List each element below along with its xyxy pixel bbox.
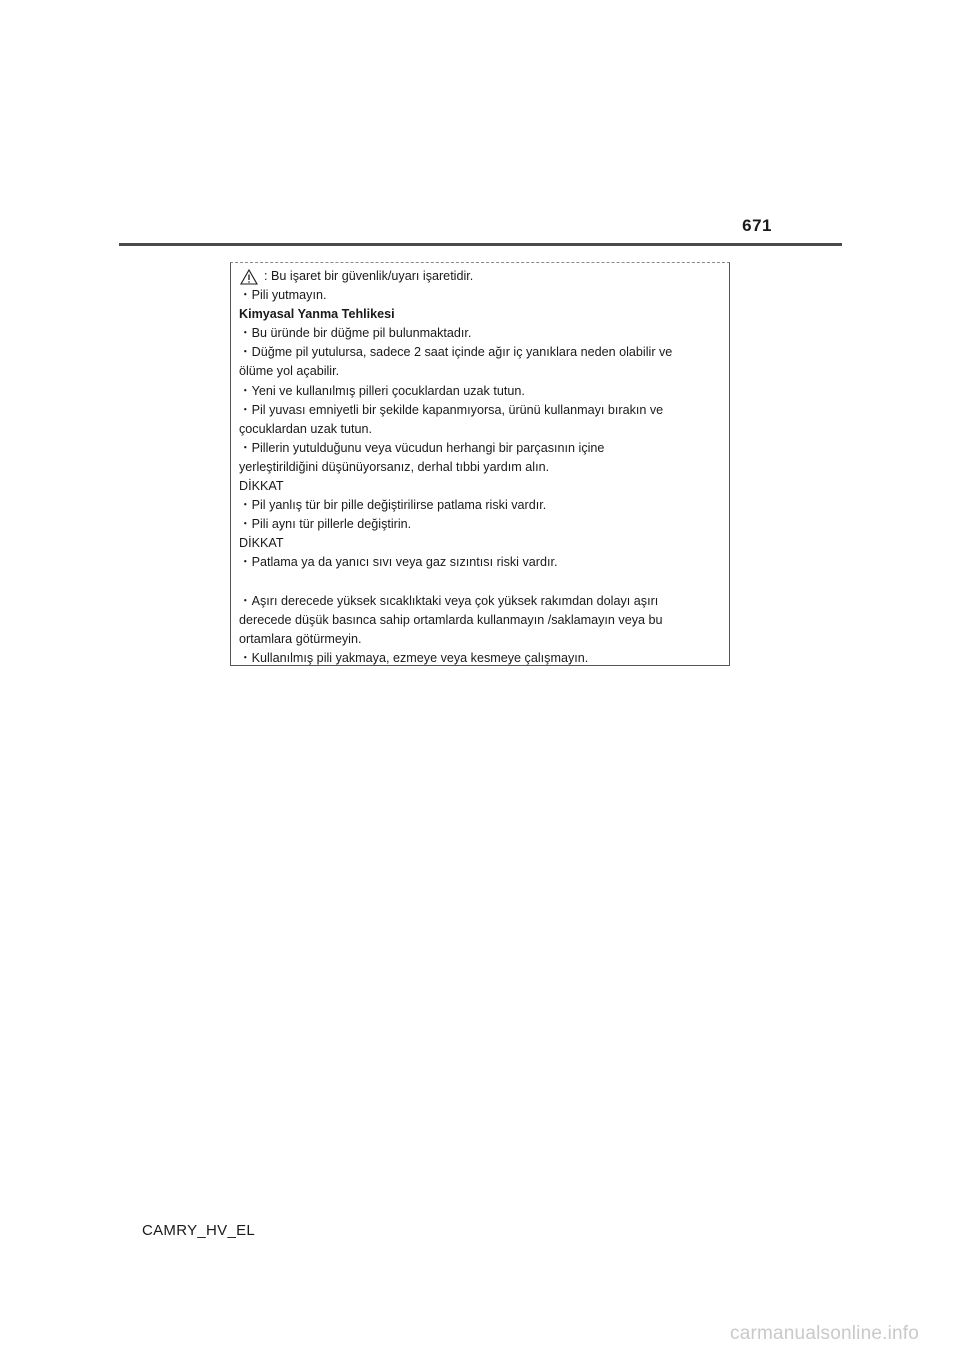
warning-triangle-icon [240, 269, 258, 285]
page-number: 671 [742, 216, 772, 235]
battery-warning-box [230, 262, 730, 666]
notice-lines [239, 286, 721, 668]
notice-line: ・Pillerin yutulduğunu veya vücudun herhangi bir parçasının içine [239, 440, 605, 455]
notice-line: ・Yeni ve kullanılmış pilleri çocuklardan uzak tutun. [239, 383, 525, 398]
notice-line: ortamlara götürmeyin. [239, 631, 362, 646]
warning-legend-row [239, 267, 721, 286]
notice-line: yerleştirildiğini düşünüyorsanız, derhal tıbbi yardım alın. [239, 459, 550, 474]
notice-line: ・Pil yanlış tür bir pille değiştirilirse patlama riski vardır. [239, 498, 547, 513]
warning-legend-text: : Bu işaret bir güvenlik/uyarı işaretidir. [264, 269, 474, 283]
notice-line: ・Pil yuvası emniyetli bir şekilde kapanmıyorsa, ürünü kullanmayı bırakın ve [239, 402, 664, 417]
notice-line: çocuklardan uzak tutun. [239, 421, 373, 436]
notice-line: ・Pili yutmayın. [239, 288, 327, 303]
notice-heading: Kimyasal Yanma Tehlikesi [239, 307, 395, 322]
header-rule [119, 243, 842, 246]
notice-line: ・Bu üründe bir düğme pil bulunmaktadır. [239, 326, 472, 341]
notice-line: ・Pili aynı tür pillerle değiştirin. [239, 517, 412, 532]
notice-line: DİKKAT [239, 479, 284, 494]
notice-line: DİKKAT [239, 536, 284, 551]
notice-line: derecede düşük basınca sahip ortamlarda kullanmayın /saklamayın veya bu [239, 612, 663, 627]
notice-line: ölüme yol açabilir. [239, 364, 340, 379]
watermark-link[interactable]: carmanualsonline.info [730, 1323, 920, 1344]
notice-line: ・Düğme pil yutulursa, sadece 2 saat içinde ağır iç yanıklara neden olabilir ve [239, 345, 673, 360]
footer-code: CAMRY_HV_EL [142, 1222, 256, 1239]
notice-line: ・Patlama ya da yanıcı sıvı veya gaz sızıntısı riski vardır. [239, 555, 558, 570]
notice-line: ・Aşırı derecede yüksek sıcaklıktaki veya çok yüksek rakımdan dolayı aşırı [239, 593, 659, 608]
notice-spacer [239, 573, 721, 592]
notice-line: ・Kullanılmış pili yakmaya, ezmeye veya kesmeye çalışmayın. [239, 650, 589, 665]
